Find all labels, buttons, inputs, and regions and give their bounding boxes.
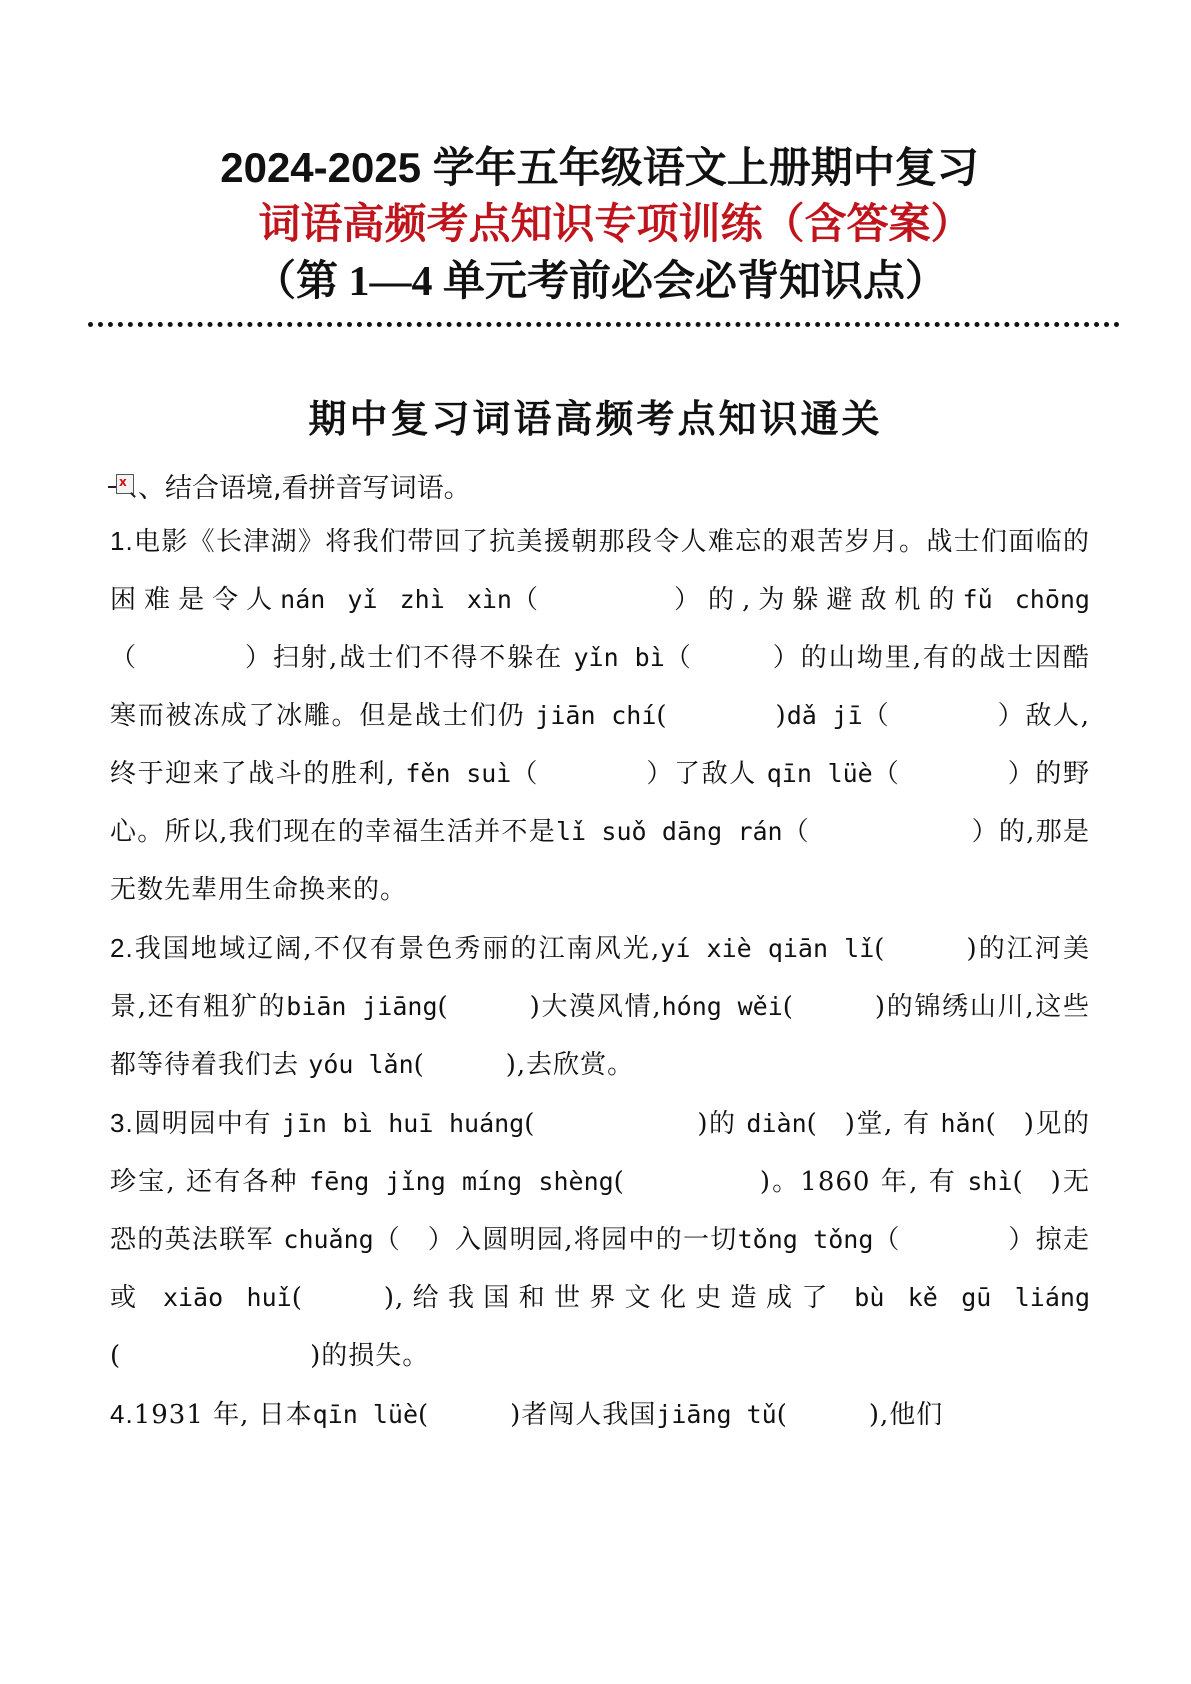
broken-image-icon: x bbox=[108, 472, 136, 500]
pinyin-prompt: lǐ suǒ dāng rán bbox=[556, 817, 783, 846]
pinyin-prompt: xiāo huǐ bbox=[162, 1283, 292, 1312]
pinyin-prompt: hǎn bbox=[940, 1109, 986, 1138]
answer-blank[interactable]: ( ) bbox=[985, 1109, 1035, 1139]
sentence-text: ,他们 bbox=[880, 1400, 944, 1430]
answer-blank[interactable]: ( ) bbox=[413, 1050, 517, 1080]
answer-blank[interactable]: ( ) bbox=[874, 934, 978, 964]
exercise-item-1 bbox=[110, 512, 1090, 919]
sentence-text: 了敌人 bbox=[673, 759, 767, 789]
sentence-text: 大漠风情, bbox=[540, 992, 662, 1022]
answer-blank[interactable]: （ ） bbox=[373, 1225, 455, 1255]
pinyin-prompt: qīn lüè bbox=[312, 1400, 419, 1429]
answer-blank[interactable]: ( ) bbox=[776, 1400, 881, 1430]
document-header bbox=[0, 140, 1191, 312]
pinyin-prompt: yǐn bì bbox=[573, 643, 665, 672]
sentence-text: 的山坳里,有的战士因酷寒而被冻成了冰雕。但是战士们仍 bbox=[110, 643, 1091, 731]
question-heading-text: 、结合语境,看拼音写词语。 bbox=[138, 473, 471, 504]
exercise-body bbox=[110, 512, 1090, 1444]
sentence-text: 掠走或 bbox=[110, 1225, 1090, 1313]
title-line-3: （第 1—4 单元考前必会必背知识点） bbox=[253, 259, 947, 305]
sentence-text: 的,为躲避敌机的 bbox=[701, 585, 963, 615]
answer-blank[interactable]: （ ） bbox=[511, 585, 701, 615]
answer-blank[interactable]: ( ) bbox=[806, 1109, 856, 1139]
pinyin-prompt: diàn bbox=[746, 1109, 807, 1138]
sentence-text: 圆明园中有 bbox=[133, 1109, 282, 1139]
answer-blank[interactable]: （ ） bbox=[873, 1225, 1036, 1255]
exercise-item-3 bbox=[110, 1094, 1090, 1385]
exercise-item-2 bbox=[110, 919, 1090, 1094]
answer-blank[interactable]: ( ) bbox=[613, 1167, 771, 1197]
answer-blank[interactable]: （ ） bbox=[110, 643, 273, 673]
answer-blank[interactable]: （ ） bbox=[862, 701, 1025, 731]
pinyin-prompt: jiān chí bbox=[535, 701, 657, 730]
pinyin-prompt: fěn suì bbox=[405, 759, 512, 788]
title-line-2: 词语高频考点知识专项训练（含答案） bbox=[258, 200, 973, 247]
item-number: 4. bbox=[110, 1399, 134, 1429]
answer-blank[interactable]: ( ) bbox=[437, 992, 541, 1022]
item-number: 3. bbox=[110, 1108, 134, 1138]
sentence-text: 电影《长津湖》将我们带回了抗美援朝那段令人难忘的艰苦岁月。战士们面临的困难是令人 bbox=[110, 527, 1090, 615]
pinyin-prompt: chuǎng bbox=[283, 1225, 374, 1254]
sentence-text: 敌人,终于迎来了战斗的胜利, bbox=[110, 701, 1091, 789]
pinyin-prompt: fēng jǐng míng shèng bbox=[309, 1167, 614, 1196]
answer-blank[interactable]: ( ) bbox=[656, 701, 787, 731]
sentence-text: ,给我国和世界文化史造成了 bbox=[395, 1283, 855, 1313]
sentence-text: 1931 年, 日本 bbox=[133, 1400, 313, 1430]
section-title: 期中复习词语高频考点知识通关 bbox=[308, 396, 883, 441]
pinyin-prompt: fǔ chōng bbox=[962, 585, 1090, 614]
item-number: 1. bbox=[110, 526, 134, 556]
sentence-text: 的 bbox=[708, 1109, 747, 1139]
sentence-text: 见的珍宝, 还有各种 bbox=[110, 1109, 1090, 1197]
pinyin-prompt: biān jiāng bbox=[286, 992, 438, 1021]
pinyin-prompt: hóng wěi bbox=[661, 992, 783, 1021]
answer-blank[interactable]: （ ） bbox=[872, 759, 1035, 789]
answer-blank[interactable]: （ ） bbox=[511, 759, 674, 789]
pinyin-prompt: nán yǐ zhì xìn bbox=[280, 585, 512, 614]
answer-blank[interactable]: ( ) bbox=[418, 1400, 522, 1430]
sentence-text: 的,那是无数先辈用生命换来的。 bbox=[110, 817, 1091, 905]
sentence-text: 堂, 有 bbox=[855, 1109, 941, 1139]
pinyin-prompt: dǎ jī bbox=[786, 701, 863, 730]
sentence-text: 我国地域辽阔,不仅有景色秀丽的江南风光, bbox=[133, 934, 661, 964]
exercise-item-4 bbox=[110, 1385, 1090, 1444]
pinyin-prompt: yí xiè qiān lǐ bbox=[660, 934, 875, 963]
pinyin-prompt: jīn bì huī huáng bbox=[281, 1109, 525, 1138]
answer-blank[interactable]: ( ) bbox=[524, 1109, 709, 1139]
sentence-text: ,去欣赏。 bbox=[516, 1050, 635, 1080]
sentence-text: 无恐的英法联军 bbox=[110, 1167, 1090, 1255]
sentence-text: 的损失。 bbox=[321, 1341, 430, 1371]
pinyin-prompt: shì bbox=[967, 1167, 1013, 1196]
answer-blank[interactable]: （ ） bbox=[664, 643, 800, 673]
question-heading bbox=[108, 466, 471, 505]
pinyin-prompt: bù kě gū liáng bbox=[854, 1283, 1090, 1312]
pinyin-prompt: tǒng tǒng bbox=[737, 1225, 874, 1254]
sentence-text: 入圆明园,将园中的一切 bbox=[454, 1225, 738, 1255]
sentence-text: 扫射,战士们不得不躲在 bbox=[272, 643, 574, 673]
answer-blank[interactable]: ( ) bbox=[782, 992, 887, 1022]
item-number: 2. bbox=[110, 933, 134, 963]
title-line-1: 2024-2025 学年五年级语文上册期中复习 bbox=[220, 144, 979, 191]
pinyin-prompt: jiāng tǔ bbox=[656, 1400, 777, 1429]
dotted-divider bbox=[88, 322, 1120, 327]
sentence-text: 者闯人我国 bbox=[521, 1400, 657, 1430]
sentence-text: 的江河美景,还有粗犷的 bbox=[110, 934, 1091, 1022]
answer-blank[interactable]: ( ) bbox=[110, 1341, 322, 1371]
answer-blank[interactable]: ( ) bbox=[291, 1283, 395, 1313]
answer-blank[interactable]: ( ) bbox=[1012, 1167, 1062, 1197]
sentence-text: 的锦绣山川,这些都等待着我们去 bbox=[110, 992, 1091, 1080]
answer-blank[interactable]: （ ） bbox=[782, 817, 999, 847]
pinyin-prompt: qīn lüè bbox=[766, 759, 873, 788]
sentence-text: 的野心。所以,我们现在的幸福生活并不是 bbox=[110, 759, 1090, 847]
pinyin-prompt: yóu lǎn bbox=[308, 1050, 414, 1079]
sentence-text: 。1860 年, 有 bbox=[770, 1167, 968, 1197]
